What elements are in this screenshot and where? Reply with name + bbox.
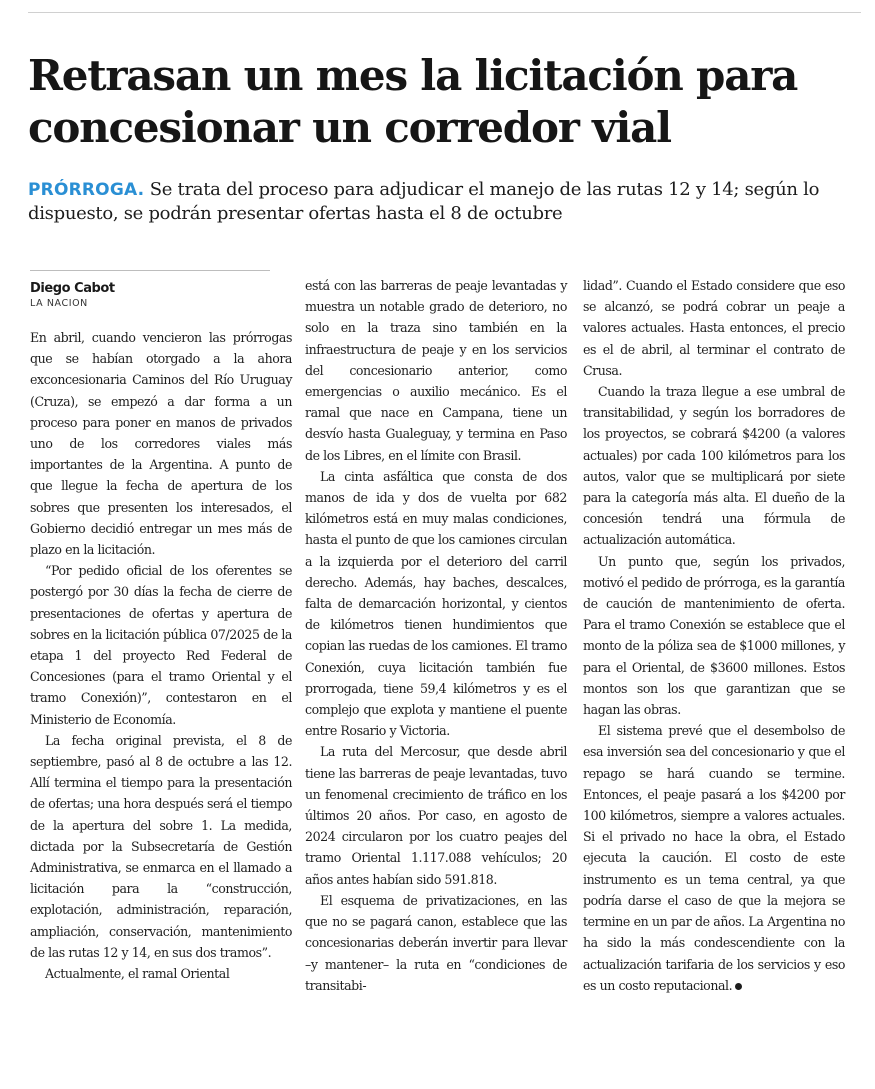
deck-kicker: PRÓRROGA. — [28, 180, 145, 200]
top-divider — [28, 12, 861, 13]
deck-text: Se trata del proceso para adjudicar el manejo de las rutas 12 y 14; según lo dispuesto, se podrán presentar ofertas hasta el 8 de octubre — [28, 179, 820, 224]
paragraph: En abril, cuando vencieron las prórrogas que se habían otorgado a la ahora exconcesionaria Caminos del Río Uruguay (Cruza), se empezó a dar forma a un proceso para poner en manos de privados uno de los corredores viales más importantes de la Argentina. A punto de que llegue la fecha de apertura de los sobres que presenten los interesados, el Gobierno decidió entregar un mes más de plazo en la licitación. — [30, 330, 292, 558]
author-name: Diego Cabot — [30, 281, 115, 296]
byline-rule — [30, 270, 270, 271]
paragraph: Un punto que, según los privados, motivó el pedido de prórroga, es la garantía de caución de mantenimiento de oferta. Para el tramo Conexión se establece que el monto de la póliza sea de $1000 millones, y para el Oriental, de $3600 millones. Estos montos son los que garantizan que se hagan las obras. — [583, 553, 845, 718]
paragraph: La ruta del Mercosur, que desde abril tiene las barreras de peaje levantadas, tuvo un fenomenal crecimiento de tráfico en los últimos 20 años. Por caso, en agosto de 2024 circularon por los cuatro peajes del tramo Oriental 1.117.088 vehículos; 20 años antes habían sido 591.818. — [305, 744, 567, 887]
paragraph: está con las barreras de peaje levantadas y muestra un notable grado de deterioro, no solo en la traza sino también en la infraestructura de peaje y en los servicios del concesionario anterior, como emergencias o auxilio mecánico. Es el ramal que nace en Campana, tiene un desvío hasta Gualeguay, y termina en Paso de los Libres, en el límite con Brasil. — [305, 278, 567, 463]
end-of-article-bullet-icon — [735, 983, 742, 990]
paragraph: lidad”. Cuando el Estado considere que eso se alcanzó, se podrá cobrar un peaje a valores actuales. Hasta entonces, el precio es el de abril, al terminar el contrato de Crusa. — [583, 278, 845, 378]
paragraph: La fecha original prevista, el 8 de septiembre, pasó al 8 de octubre a las 12. Allí termina el tiempo para la presentación de ofertas; una hora después será el tiempo de la apertura del sobre 1. La medida, dictada por la Subsecretaría de Gestión Administrativa, se enmarca en el llamado a licitación para la “construcción, explotación, administración, reparación, ampliación, conservación, mantenimiento de las rutas 12 y 14, en sus dos tramos”. — [30, 732, 292, 960]
headline: Retrasan un mes la licitación para concesionar un corredor vial — [28, 51, 798, 152]
column-3 — [583, 275, 845, 996]
column-1 — [30, 270, 292, 984]
deck — [28, 178, 858, 226]
paragraph: Cuando la traza llegue a ese umbral de transitabilidad, y según los borradores de los proyectos, se cobrará $4200 (a valores actuales) por cada 100 kilómetros para los autos, valor que se multiplicará por siete para la categoría más alta. El dueño de la concesión tendrá una fórmula de actualización automática. — [583, 384, 845, 548]
paragraph: El esquema de privatizaciones, en las que no se pagará canon, establece que las concesionarias deberán invertir para llevar –y mantener– la ruta en “condiciones de transitabi- — [305, 892, 567, 993]
column-2 — [305, 275, 567, 996]
paragraph: La cinta asfáltica que consta de dos manos de ida y dos de vuelta por 682 kilómetros está en muy malas condiciones, hasta el punto de que los camiones circulan a la izquierda por el deterioro del carril derecho. Además, hay baches, descalces, falta de demarcación horizontal, y cientos de kilómetros tienen hundimientos que copian las ruedas de los camiones. El tramo Conexión, cuya licitación también fue prorrogada, tiene 59,4 kilómetros y es el complejo que explota y mantiene el puente entre Rosario y Victoria. — [305, 468, 567, 739]
paragraph: “Por pedido oficial de los oferentes se postergó por 30 días la fecha de cierre de presentaciones de ofertas y apertura de sobres en la licitación pública 07/2025 de la etapa 1 del proyecto Red Federal de Concesiones (para el tramo Oriental y el tramo Conexión)”, contestaron en el Ministerio de Economía. — [30, 563, 292, 727]
paragraph-text: El sistema prevé que el desembolso de esa inversión sea del concesionario y que el repago se hará cuando se termine. Entonces, el peaje pasará a los $4200 por 100 kilómetros, siempre a valores actuales. Si el privado no hace la obra, el Estado ejecuta la caución. El costo de este instrumento es un tema central, ya que podría darse el caso de que la mejora se termine en un par de años. La Argentina no ha sido la más condescendiente con la actualización tarifaria de los servicios y eso es un costo reputacional. — [583, 723, 845, 993]
paragraph: Actualmente, el ramal Oriental — [45, 966, 230, 982]
outlet-name: LA NACION — [30, 298, 88, 309]
paragraph — [583, 720, 845, 996]
